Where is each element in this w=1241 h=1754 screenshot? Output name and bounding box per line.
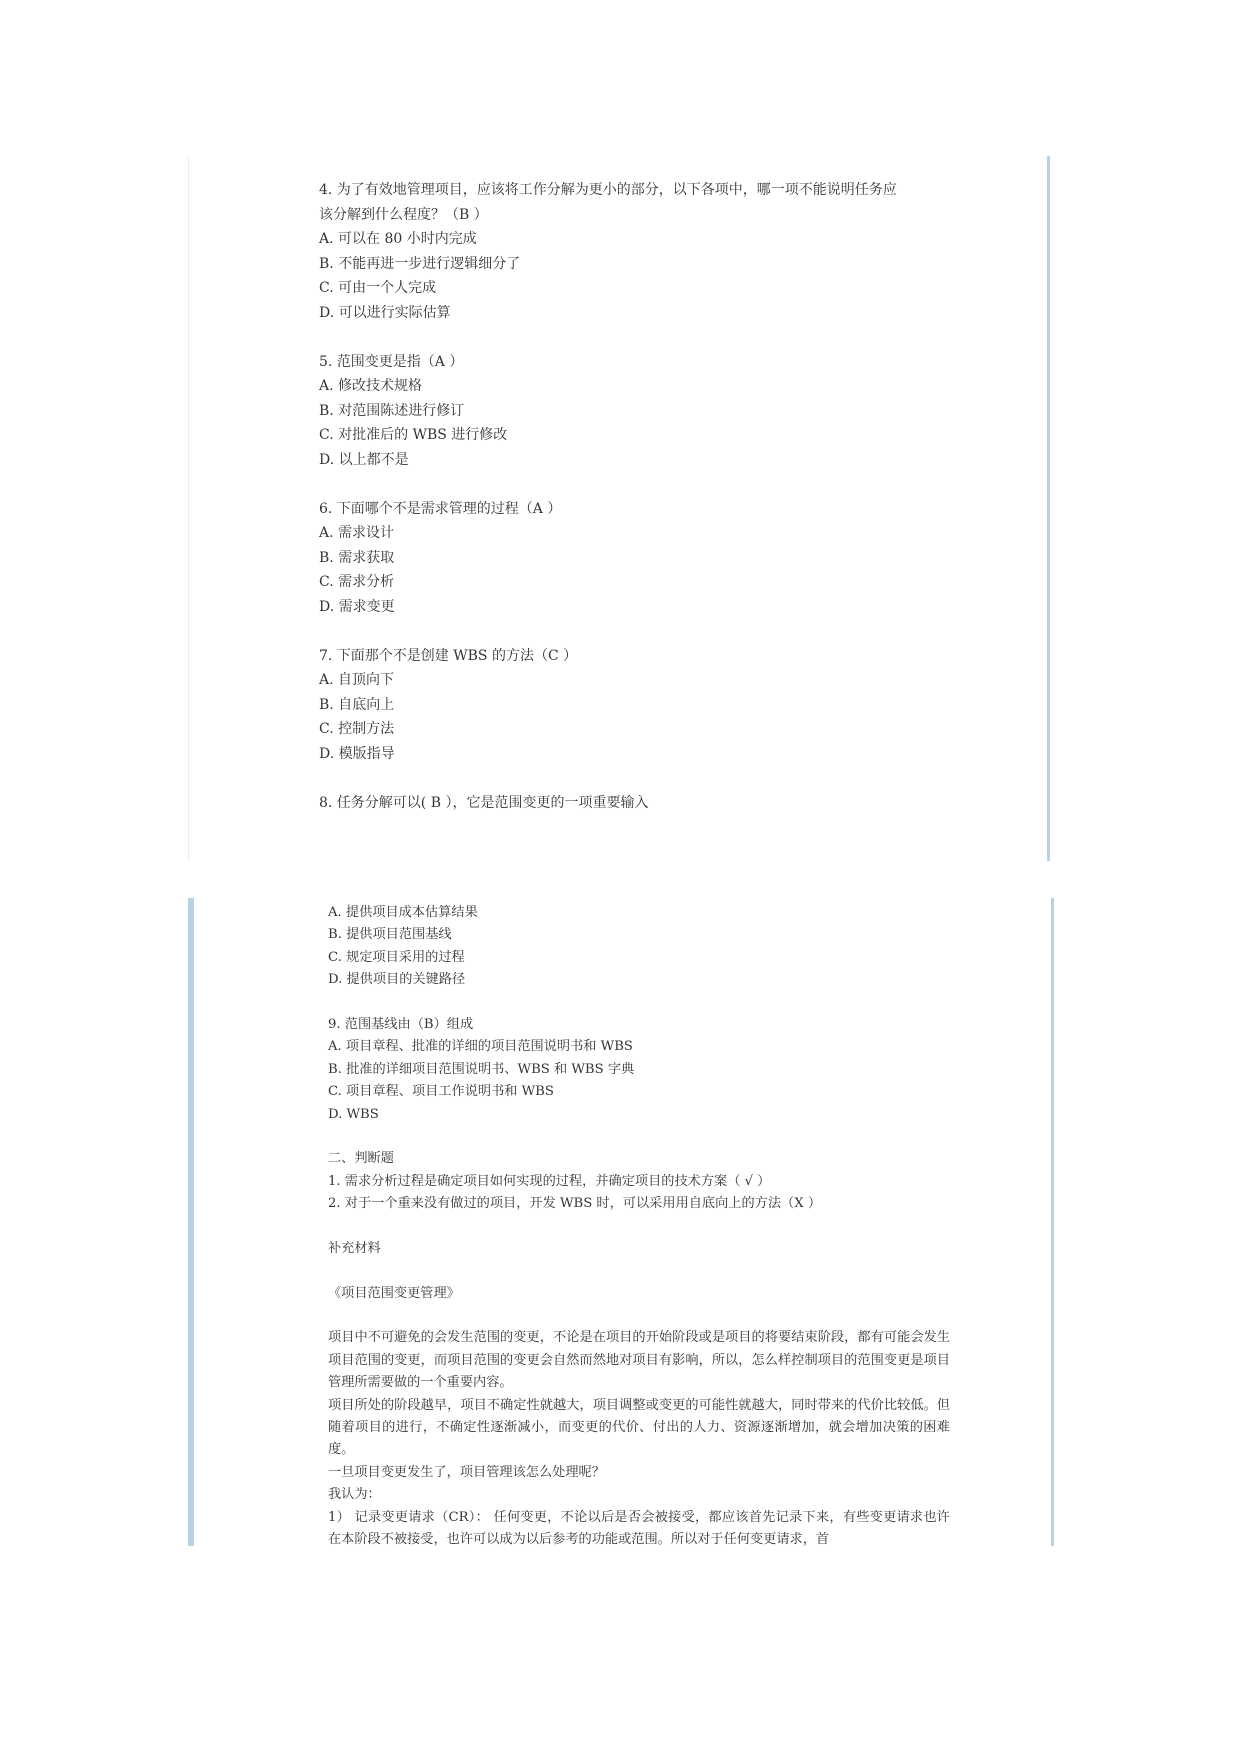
question-4-option-a: A. 可以在 80 小时内完成 <box>319 231 477 247</box>
judgment-item-2: 2. 对于一个重来没有做过的项目，开发 WBS 时，可以采用用自底向上的方法（X ） <box>328 1196 822 1212</box>
document-page-1 <box>188 156 1050 861</box>
question-7-option-d: D. 模版指导 <box>319 745 395 762</box>
judgment-item-1: 1. 需求分析过程是确定项目如何实现的过程，并确定项目的技术方案（ √ ） <box>328 1173 771 1189</box>
question-9-option-a: A. 项目章程、批准的详细的项目范围说明书和 WBS <box>328 1039 633 1055</box>
question-4-option-c: C. 可由一个人完成 <box>319 280 437 296</box>
article-title: 《项目范围变更管理》 <box>328 1285 460 1301</box>
question-4-stem-line-1: 4. 为了有效地管理项目，应该将工作分解为更小的部分，以下各项中，哪一项不能说明任务应 <box>319 182 897 198</box>
section-2-title: 二、判断题 <box>328 1151 394 1167</box>
page-2-content <box>328 902 950 1551</box>
question-6-option-a: A. 需求设计 <box>319 525 395 541</box>
question-7-stem: 7. 下面那个不是创建 WBS 的方法（C ） <box>319 647 578 664</box>
question-6-option-d: D. 需求变更 <box>319 598 395 615</box>
question-8-option-c: C. 规定项目采用的过程 <box>328 949 465 965</box>
question-8-option-d: D. 提供项目的关键路径 <box>328 972 466 988</box>
question-5-option-b: B. 对范围陈述进行修订 <box>319 402 465 419</box>
question-7-option-a: A. 自顶向下 <box>319 672 395 688</box>
question-7-option-b: B. 自底向上 <box>319 696 395 713</box>
paragraph-4: 我认为： <box>328 1487 381 1503</box>
question-6-option-b: B. 需求获取 <box>319 549 395 566</box>
question-5-option-c: C. 对批准后的 WBS 进行修改 <box>319 427 508 443</box>
question-9-option-d: D. WBS <box>328 1106 379 1122</box>
supplement-title: 补充材料 <box>328 1240 381 1256</box>
document-page-2 <box>188 898 1054 1546</box>
question-9-option-c: C. 项目章程、项目工作说明书和 WBS <box>328 1084 554 1100</box>
question-9-stem: 9. 范围基线由（B）组成 <box>328 1016 474 1032</box>
question-9-option-b: B. 批准的详细项目范围说明书、WBS 和 WBS 字典 <box>328 1061 635 1077</box>
question-8-stem: 8. 任务分解可以( B ），它是范围变更的一项重要输入 <box>319 794 649 811</box>
question-4-option-d: D. 可以进行实际估算 <box>319 304 451 321</box>
paragraph-5: 1） 记录变更请求（CR）： 任何变更，不论以后是否会被接受，都应该首先记录下来，有些变更请求也许在本阶段不被接受，也许可以成为以后参考的功能或范围。所以对于任何变更请求，首 <box>328 1509 950 1548</box>
question-4-stem-line-2: 该分解到什么程度？（B ） <box>319 206 488 223</box>
question-5-option-a: A. 修改技术规格 <box>319 378 423 394</box>
paragraph-2: 项目所处的阶段越早，项目不确定性就越大，项目调整或变更的可能性就越大，同时带来的代价比较低。但随着项目的进行，不确定性逐渐减小，而变更的代价、付出的人力、资源逐渐增加，就会增加决策的困难度。 <box>328 1397 950 1458</box>
page-1-content <box>319 178 931 815</box>
question-8-option-a: A. 提供项目成本估算结果 <box>328 905 478 920</box>
question-5-option-d: D. 以上都不是 <box>319 451 409 468</box>
question-6-option-c: C. 需求分析 <box>319 574 395 590</box>
question-8-option-b: B. 提供项目范围基线 <box>328 927 452 943</box>
paragraph-1: 项目中不可避免的会发生范围的变更，不论是在项目的开始阶段或是项目的将要结束阶段，都有可能会发生项目范围的变更，而项目范围的变更会自然而然地对项目有影响，所以，怎么样控制项目的范围变更是项目管理所需要做的一个重要内容。 <box>328 1330 950 1391</box>
paragraph-3: 一旦项目变更发生了，项目管理该怎么处理呢？ <box>328 1464 605 1480</box>
question-4-option-b: B. 不能再进一步进行逻辑细分了 <box>319 255 521 272</box>
question-7-option-c: C. 控制方法 <box>319 721 395 737</box>
question-5-stem: 5. 范围变更是指（A ） <box>319 353 464 370</box>
question-6-stem: 6. 下面哪个不是需求管理的过程（A ） <box>319 500 562 517</box>
